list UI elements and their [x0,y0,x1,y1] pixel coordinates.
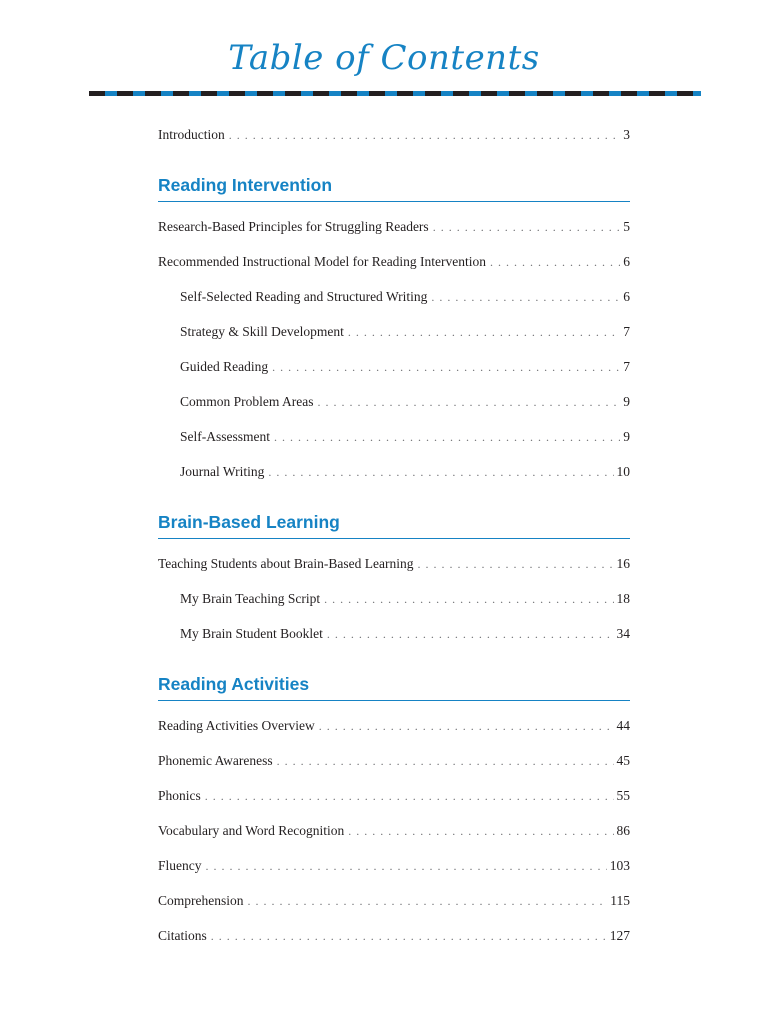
section-heading: Reading Activities [158,674,310,694]
dot-leader [205,781,614,811]
toc-entry-label: Citations [158,928,207,943]
toc-entry-label: Introduction [158,127,225,142]
toc-entry[interactable] [158,247,630,282]
toc-entry[interactable] [158,711,630,746]
toc-entry-page: 9 [623,429,630,444]
section-header [158,507,630,539]
toc-entry-page: 6 [623,254,630,269]
toc-entry[interactable] [158,352,630,387]
toc-entry[interactable] [158,619,630,654]
toc-entry[interactable] [158,387,630,422]
toc-entry[interactable] [158,781,630,816]
toc-entry-page: 7 [623,324,630,339]
toc-entry-page: 5 [623,219,630,234]
dot-leader [490,247,620,277]
toc-entry-page: 6 [623,289,630,304]
section-heading: Reading Intervention [158,175,333,195]
toc-section [158,170,630,492]
toc-entry-label: Phonics [158,788,201,803]
toc-entry-label: Journal Writing [180,464,265,479]
toc-entry-label: My Brain Teaching Script [180,591,321,606]
toc-entry[interactable] [158,584,630,619]
toc-entry-page: 7 [623,359,630,374]
dot-leader [433,212,621,242]
toc-entry-label: Phonemic Awareness [158,753,273,768]
toc-entry-label: My Brain Student Booklet [180,626,323,641]
dot-leader [274,422,620,452]
section-header [158,669,630,701]
toc-entry[interactable] [158,212,630,247]
dot-leader [211,921,607,951]
dot-leader [268,457,613,487]
page-title: Table of Contents [228,38,540,78]
toc-entry-page: 86 [616,823,630,838]
dot-leader [248,886,608,916]
toc-entry-label: Vocabulary and Word Recognition [158,823,345,838]
toc-entry[interactable] [158,886,630,921]
toc-section [158,507,630,654]
toc-entry-page: 34 [616,626,630,641]
dot-leader [277,746,614,776]
dot-leader [348,317,620,347]
toc-entry-page: 18 [616,591,630,606]
dot-leader [327,619,614,649]
toc-entry-page: 45 [616,753,630,768]
dot-leader [348,816,613,846]
title-divider [89,91,701,96]
section-header [158,170,630,202]
toc-entry-page: 103 [609,858,630,873]
toc-entry[interactable] [158,549,630,584]
toc-entry-label: Self-Assessment [180,429,270,444]
dot-leader [418,549,614,579]
toc-entry[interactable] [158,317,630,352]
toc-entry[interactable] [158,851,630,886]
toc-entry-page: 127 [609,928,630,943]
toc-entry[interactable] [158,746,630,781]
toc-section [158,669,630,956]
dot-leader [431,282,620,312]
toc-entry-label: Research-Based Principles for Struggling Readers [158,219,429,234]
toc-entry-label: Teaching Students about Brain-Based Learning [158,556,414,571]
dot-leader [319,711,614,741]
toc-entry-label: Recommended Instructional Model for Reading Intervention [158,254,487,269]
toc-entry-label: Self-Selected Reading and Structured Writing [180,289,428,304]
table-of-contents [158,120,630,956]
toc-entry-label: Strategy & Skill Development [180,324,344,339]
toc-entry-label: Guided Reading [180,359,269,374]
toc-entry[interactable] [158,816,630,851]
section-heading: Brain-Based Learning [158,512,340,532]
toc-entry[interactable] [158,457,630,492]
toc-sections [158,170,630,956]
toc-entry-page: 115 [610,893,630,908]
dot-leader [229,120,621,150]
toc-entry-label: Fluency [158,858,202,873]
dot-leader [272,352,620,382]
toc-entry-page: 3 [623,127,630,142]
toc-entry-label: Comprehension [158,893,244,908]
toc-entry-page: 55 [616,788,630,803]
dot-leader [318,387,621,417]
dot-leader [324,584,613,614]
toc-entry-page: 10 [616,464,630,479]
toc-entry[interactable] [158,921,630,956]
toc-entry[interactable] [158,422,630,457]
toc-entry-label: Common Problem Areas [180,394,314,409]
toc-entry-label: Reading Activities Overview [158,718,315,733]
toc-entry-page: 9 [623,394,630,409]
toc-entry-page: 16 [616,556,630,571]
dot-leader [206,851,607,881]
toc-entry-page: 44 [616,718,630,733]
toc-entry[interactable] [158,282,630,317]
toc-entry-introduction[interactable] [158,120,630,155]
